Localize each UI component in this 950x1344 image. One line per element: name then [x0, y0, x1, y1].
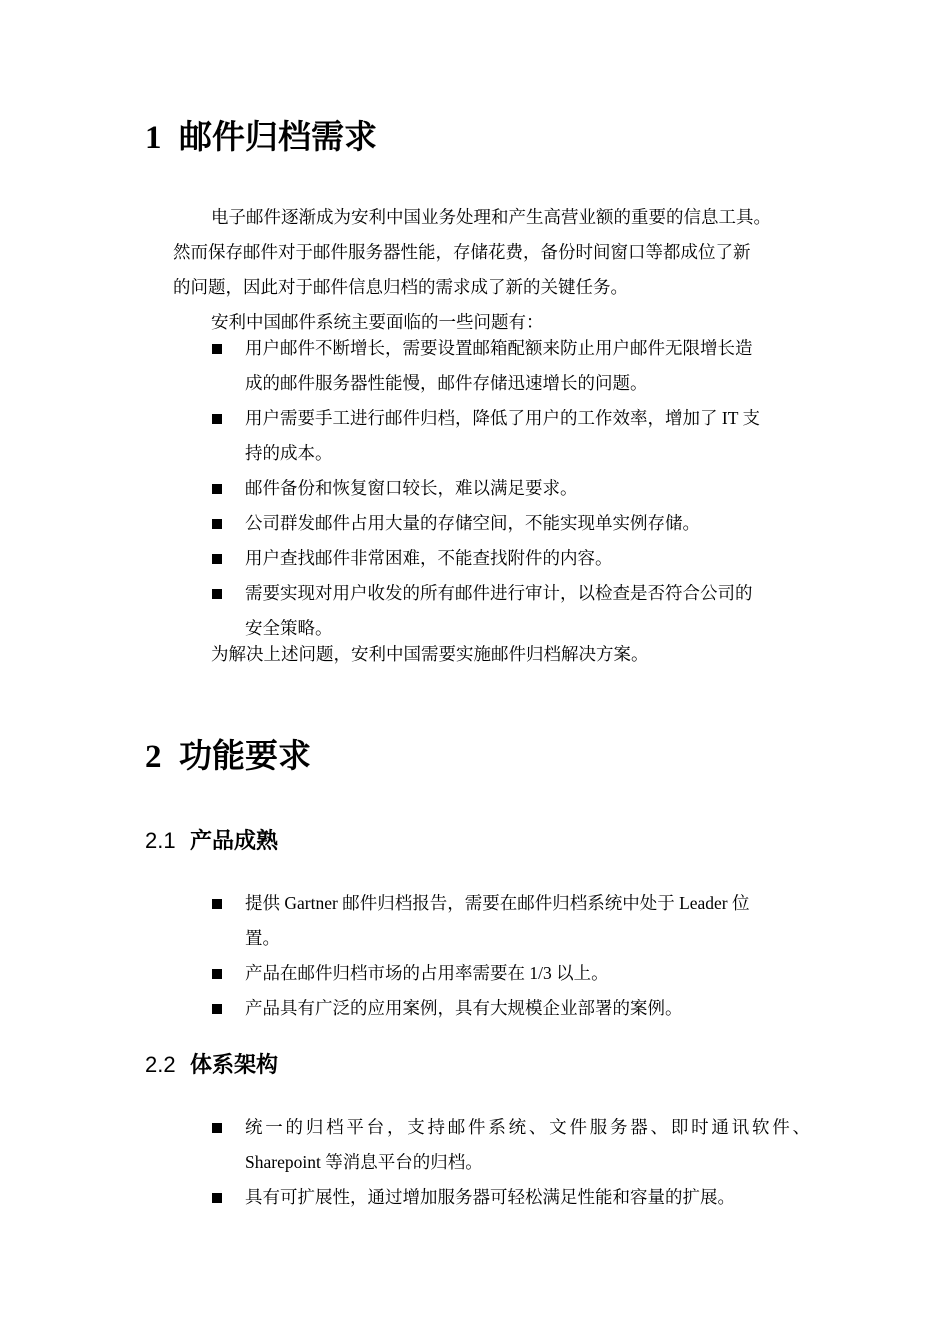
list-item-line: 公司群发邮件占用大量的存储空间，不能实现单实例存储。 [245, 513, 700, 533]
subsection-2-2-heading [145, 1050, 278, 1080]
list-item [210, 886, 810, 956]
subsection-number: 2.1 [145, 828, 176, 853]
conclusion-text: 为解决上述问题，安利中国需要实施邮件归档解决方案。 [211, 644, 649, 664]
subsection-number: 2.2 [145, 1052, 176, 1077]
square-bullet-icon [212, 414, 222, 424]
section-2-heading [145, 737, 311, 777]
paragraph-line: 电子邮件逐渐成为安利中国业务处理和产生高营业额的重要的信息工具。 [211, 207, 771, 227]
list-item-line: 产品在邮件归档市场的占用率需要在 1/3 以上。 [245, 963, 609, 983]
list-item-line: 置。 [245, 928, 280, 948]
square-bullet-icon [212, 554, 222, 564]
square-bullet-icon [212, 484, 222, 494]
product-maturity-list [210, 886, 810, 1026]
list-item-line: 用户邮件不断增长，需要设置邮箱配额来防止用户邮件无限增长造 [245, 338, 753, 358]
square-bullet-icon [212, 1004, 222, 1014]
list-item-line: 需要实现对用户收发的所有邮件进行审计，以检查是否符合公司的 [245, 583, 753, 603]
square-bullet-icon [212, 1123, 222, 1133]
section-title: 功能要求 [179, 739, 311, 775]
problems-list [210, 331, 810, 646]
list-item [210, 1110, 810, 1180]
list-item-line: 产品具有广泛的应用案例，具有大规模企业部署的案例。 [245, 998, 683, 1018]
list-item [210, 471, 810, 506]
list-item [210, 956, 810, 991]
square-bullet-icon [212, 344, 222, 354]
list-item-line: 提供 Gartner 邮件归档报告，需要在邮件归档系统中处于 Leader 位 [245, 893, 750, 913]
conclusion-paragraph [173, 637, 823, 672]
problems-lead-text: 安利中国邮件系统主要面临的一些问题有： [211, 312, 544, 332]
list-item [210, 1180, 810, 1215]
subsection-2-1-heading [145, 826, 278, 856]
paragraph-line: 然而保存邮件对于邮件服务器性能，存储花费，备份时间窗口等都成位了新 [173, 242, 751, 262]
subsection-title: 体系架构 [190, 1052, 279, 1077]
square-bullet-icon [212, 899, 222, 909]
list-item [210, 991, 810, 1026]
list-item [210, 401, 810, 471]
square-bullet-icon [212, 589, 222, 599]
list-item-line: 用户查找邮件非常困难，不能查找附件的内容。 [245, 548, 613, 568]
square-bullet-icon [212, 519, 222, 529]
section-number: 1 [145, 120, 162, 156]
list-item-line: 具有可扩展性，通过增加服务器可轻松满足性能和容量的扩展。 [245, 1187, 735, 1207]
square-bullet-icon [212, 969, 222, 979]
architecture-list [210, 1110, 810, 1215]
square-bullet-icon [212, 1193, 222, 1203]
list-item [210, 331, 810, 401]
list-item-line: 统一的归档平台，支持邮件系统、文件服务器、即时通讯软件、 [245, 1117, 810, 1137]
list-item [210, 506, 810, 541]
paragraph-line: 的问题，因此对于邮件信息归档的需求成了新的关键任务。 [173, 277, 628, 297]
section-number: 2 [145, 739, 162, 775]
list-item-line: 用户需要手工进行邮件归档，降低了用户的工作效率，增加了 IT 支 [245, 408, 760, 428]
subsection-title: 产品成熟 [190, 828, 279, 853]
intro-paragraph [173, 200, 823, 340]
list-item-line: 成的邮件服务器性能慢，邮件存储迅速增长的问题。 [245, 373, 648, 393]
section-title: 邮件归档需求 [179, 120, 377, 156]
list-item [210, 541, 810, 576]
section-1-heading [145, 118, 377, 158]
list-item-line: 邮件备份和恢复窗口较长，难以满足要求。 [245, 478, 578, 498]
list-item-line: Sharepoint 等消息平台的归档。 [245, 1152, 483, 1172]
list-item [210, 576, 810, 646]
list-item-line: 持的成本。 [245, 443, 333, 463]
list-item-line: 安全策略。 [245, 618, 333, 638]
